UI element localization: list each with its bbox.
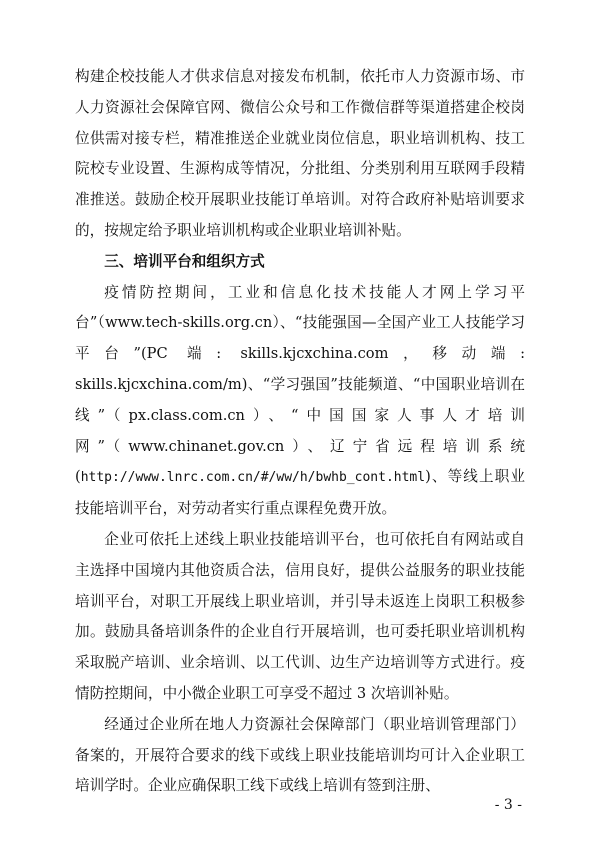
- paragraph-4: 经通过企业所在地人力资源社会保障部门（职业培训管理部门）备案的，开展符合要求的线下或线上职业技能培训均可计入企业职工培训学时。企业应确保职工线下或线上培训有签到注册、: [75, 715, 525, 795]
- document-body: [75, 62, 525, 802]
- paragraph-2-text-a: 疫情防控期间，工业和信息化技术技能人才网上学习平台”（www.tech-skills.org.cn）、“技能强国—全国产业工人技能学习平台”(PC 端: skills.kjcxchina.com，移动端: skills.kjcxchina.com/m)、“学习强国”技能频道、“中国职业培训在线”（px.class.com.cn）、“中国国家人事人才培训网”（www.chinanet.gov.cn）、辽宁省远程培训系统(: [75, 283, 525, 486]
- paragraph-2-text-b: )、等线上职业技能培训平台，对劳动者实行重点课程免费开放。: [75, 468, 525, 518]
- page-number: - 3 -: [494, 797, 522, 813]
- paragraph-1: 构建企校技能人才供求信息对接发布机制，依托市人力资源市场、市人力资源社会保障官网、微信公众号和工作微信群等渠道搭建企校岗位供需对接专栏，精准推送企业就业岗位信息，职业培训机构、技工院校专业设置、生源构成等情况，分批组、分类别利用互联网手段精准推送。鼓励企校开展职业技能订单培训。对符合政府补贴培训要求的，按规定给予职业培训机构或企业职业培训补贴。: [75, 68, 525, 239]
- section-heading-3: 三、培训平台和组织方式: [104, 252, 265, 270]
- liaoning-training-url: http://www.lnrc.com.cn/#/ww/h/bwhb_cont.html: [80, 470, 426, 486]
- paragraph-3: 企业可依托上述线上职业技能培训平台，也可依托自有网站或自主选择中国境内其他资质合法，信用良好，提供公益服务的职业技能培训平台，对职工开展线上职业培训，并引导未返连上岗职工积极参加。鼓励具备培训条件的企业自行开展培训，也可委托职业培训机构采取脱产培训、业余培训、以工代训、边生产边培训等方式进行。疫情防控期间，中小微企业职工可享受不超过 3 次培训补贴。: [75, 530, 525, 702]
- paragraph-2: [75, 278, 525, 525]
